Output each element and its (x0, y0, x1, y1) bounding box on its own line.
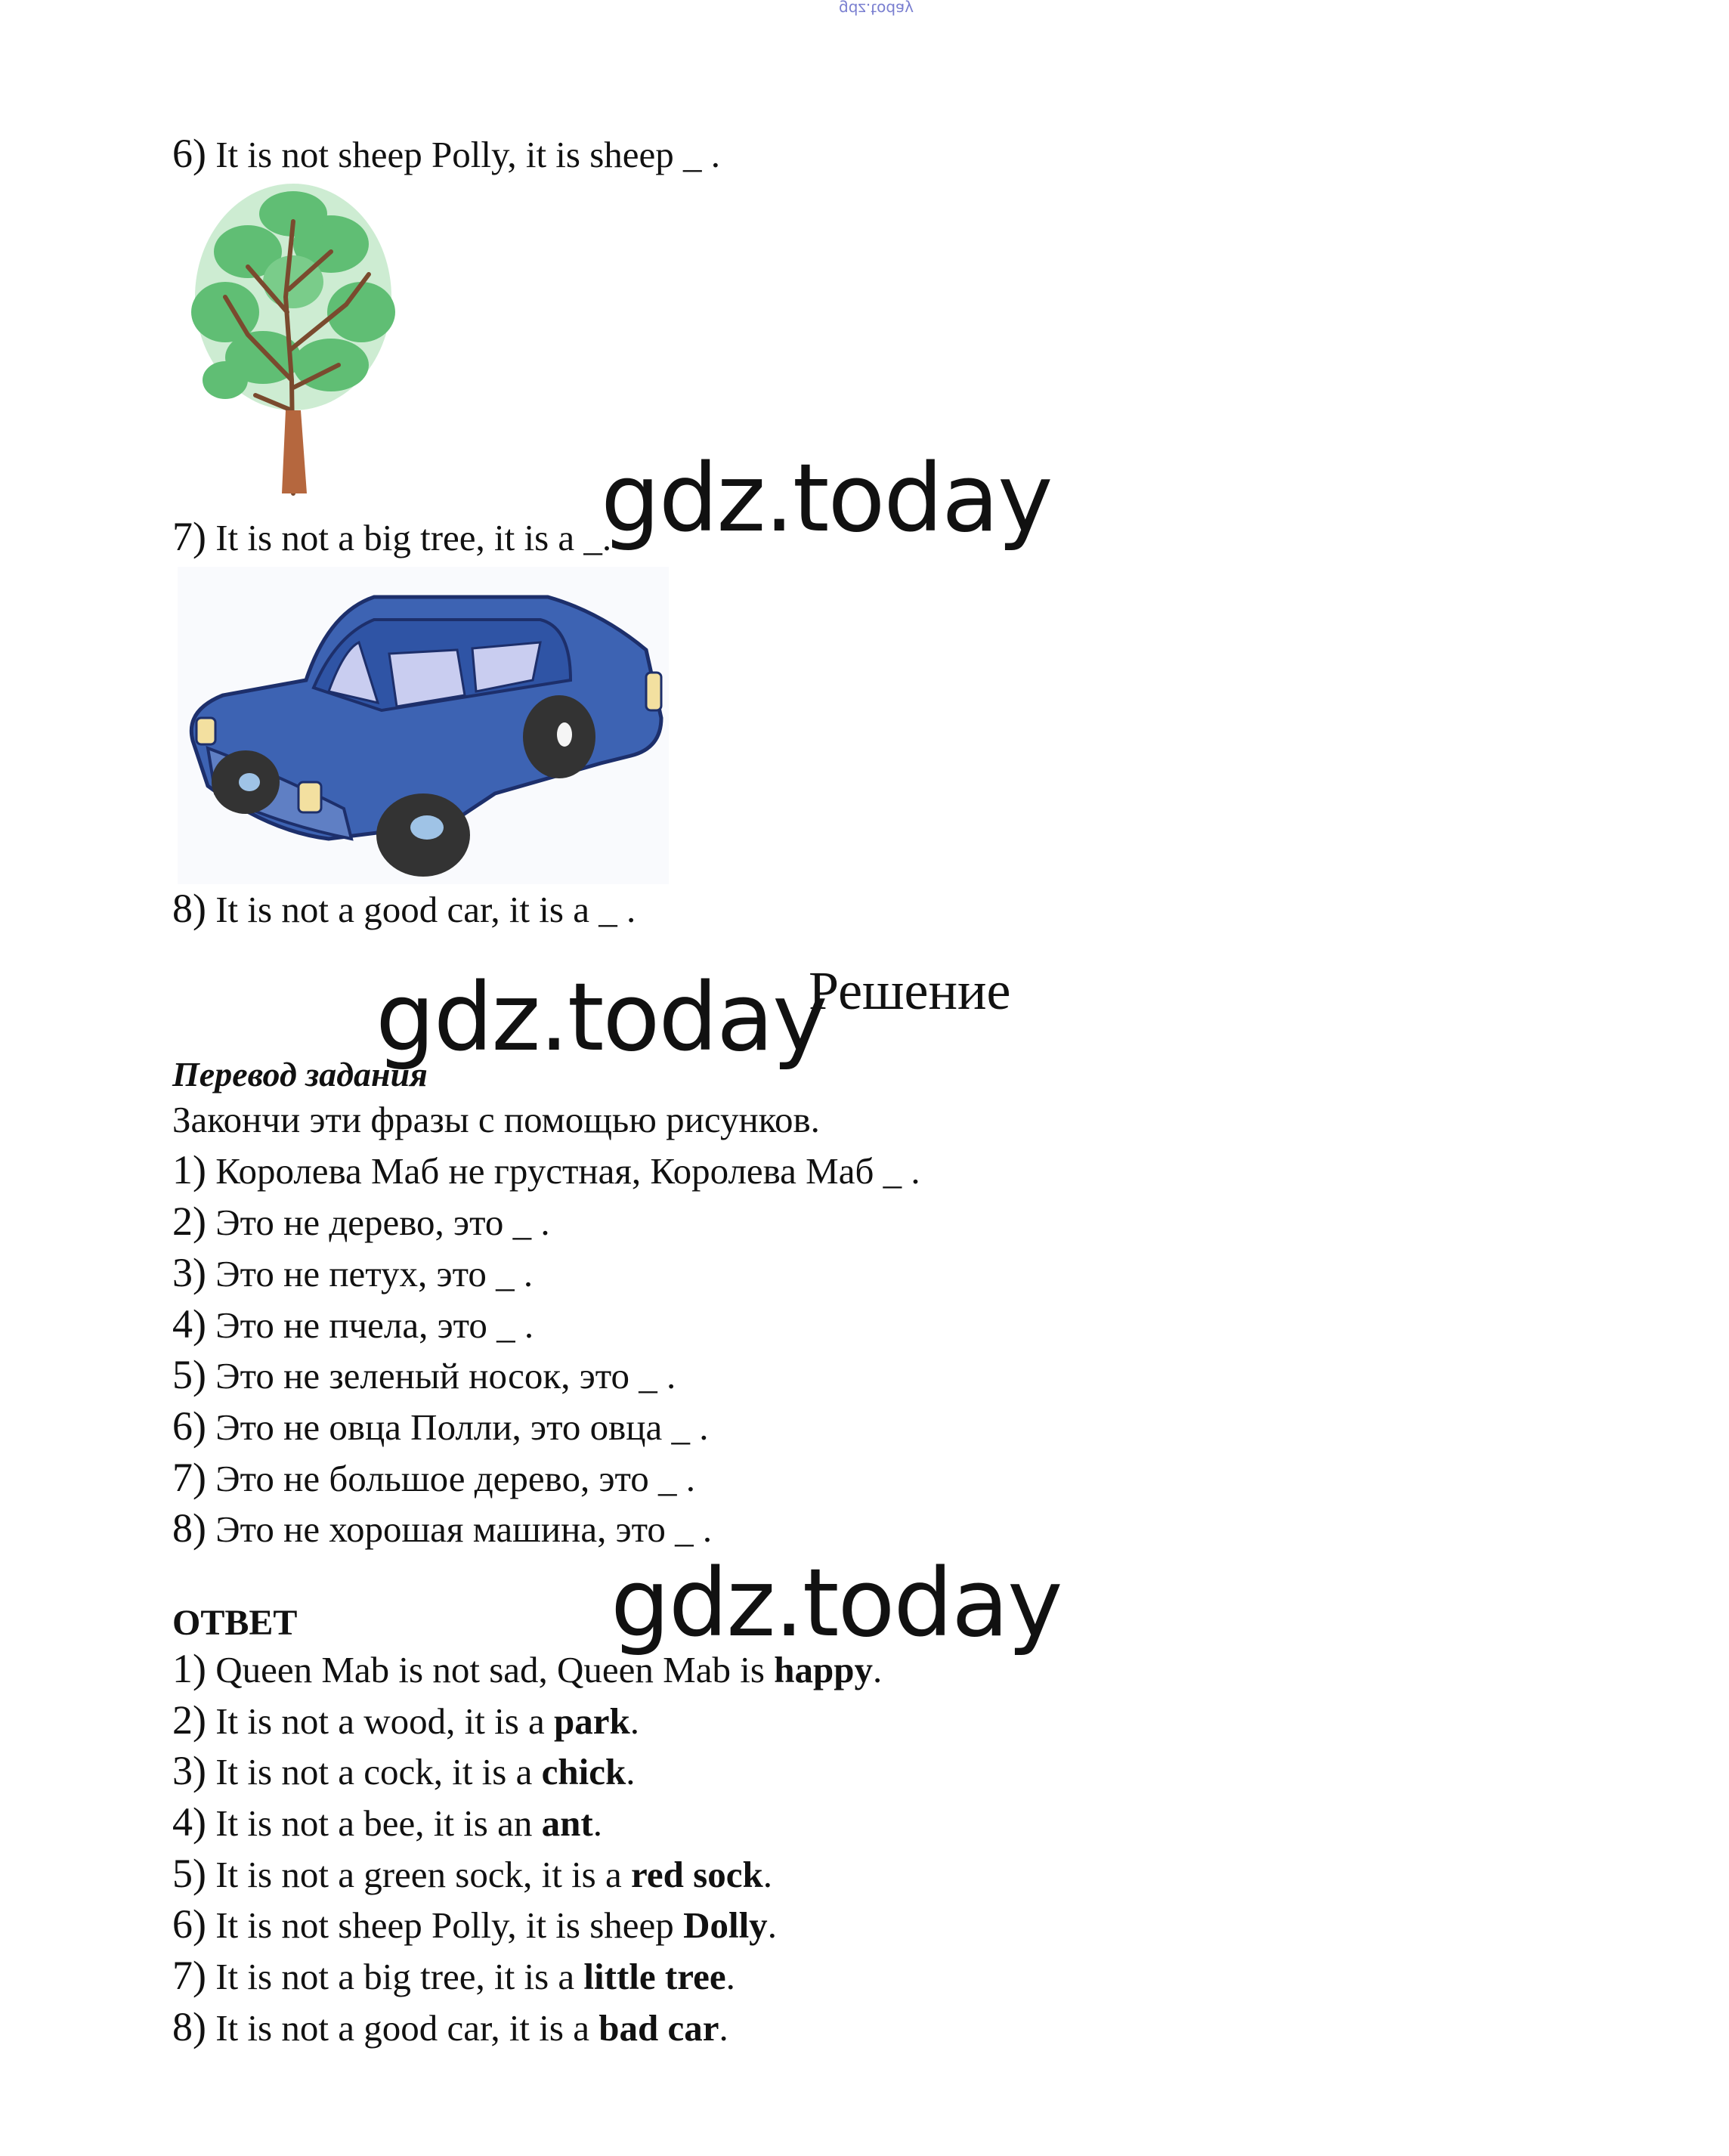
answer-item: 6) It is not sheep Polly, it is sheep Dolly. (172, 1901, 777, 1947)
car-illustration (178, 567, 669, 884)
exercise-line-7: 7) It is not a big tree, it is a _. (172, 514, 612, 559)
watermark: gdz.today (611, 1549, 1062, 1658)
translation-item: 4) Это не пчела, это _ . (172, 1301, 534, 1347)
translation-intro: Закончи эти фразы с помощью рисунков. (172, 1099, 820, 1140)
translation-item: 5) Это не зеленый носок, это _ . (172, 1352, 676, 1397)
exercise-line-8: 8) It is not a good car, it is a _ . (172, 886, 636, 931)
answer-item: 5) It is not a green sock, it is a red sock. (172, 1851, 772, 1896)
translation-item: 8) Это не хорошая машина, это _ . (172, 1505, 713, 1551)
answer-item: 1) Queen Mab is not sad, Queen Mab is happy. (172, 1646, 883, 1691)
answer-item: 2) It is not a wood, it is a park. (172, 1697, 640, 1743)
answer-item: 4) It is not a bee, it is an ant. (172, 1799, 602, 1845)
translation-heading: Перевод задания (172, 1055, 428, 1093)
translation-item: 2) Это не дерево, это _ . (172, 1199, 550, 1244)
watermark: gdz.today (601, 444, 1052, 553)
answer-item: 3) It is not a cock, it is a chick. (172, 1748, 636, 1793)
translation-item: 3) Это не петух, это _ . (172, 1250, 534, 1295)
top-watermark: gdz.today (839, 0, 914, 18)
translation-item: 6) Это не овца Полли, это овца _ . (172, 1403, 709, 1449)
answer-heading: ОТВЕТ (172, 1603, 298, 1643)
translation-item: 1) Королева Маб не грустная, Королева Маб _ . (172, 1147, 920, 1192)
exercise-line-6: 6) It is not sheep Polly, it is sheep _ . (172, 131, 721, 176)
solution-heading: Решение (809, 960, 1011, 1021)
tree-illustration (180, 184, 407, 501)
translation-item: 7) Это не большое дерево, это _ . (172, 1455, 696, 1500)
answer-item: 8) It is not a good car, it is a bad car. (172, 2004, 728, 2049)
answer-item: 7) It is not a big tree, it is a little tree. (172, 1953, 735, 1998)
watermark: gdz.today (376, 964, 827, 1072)
